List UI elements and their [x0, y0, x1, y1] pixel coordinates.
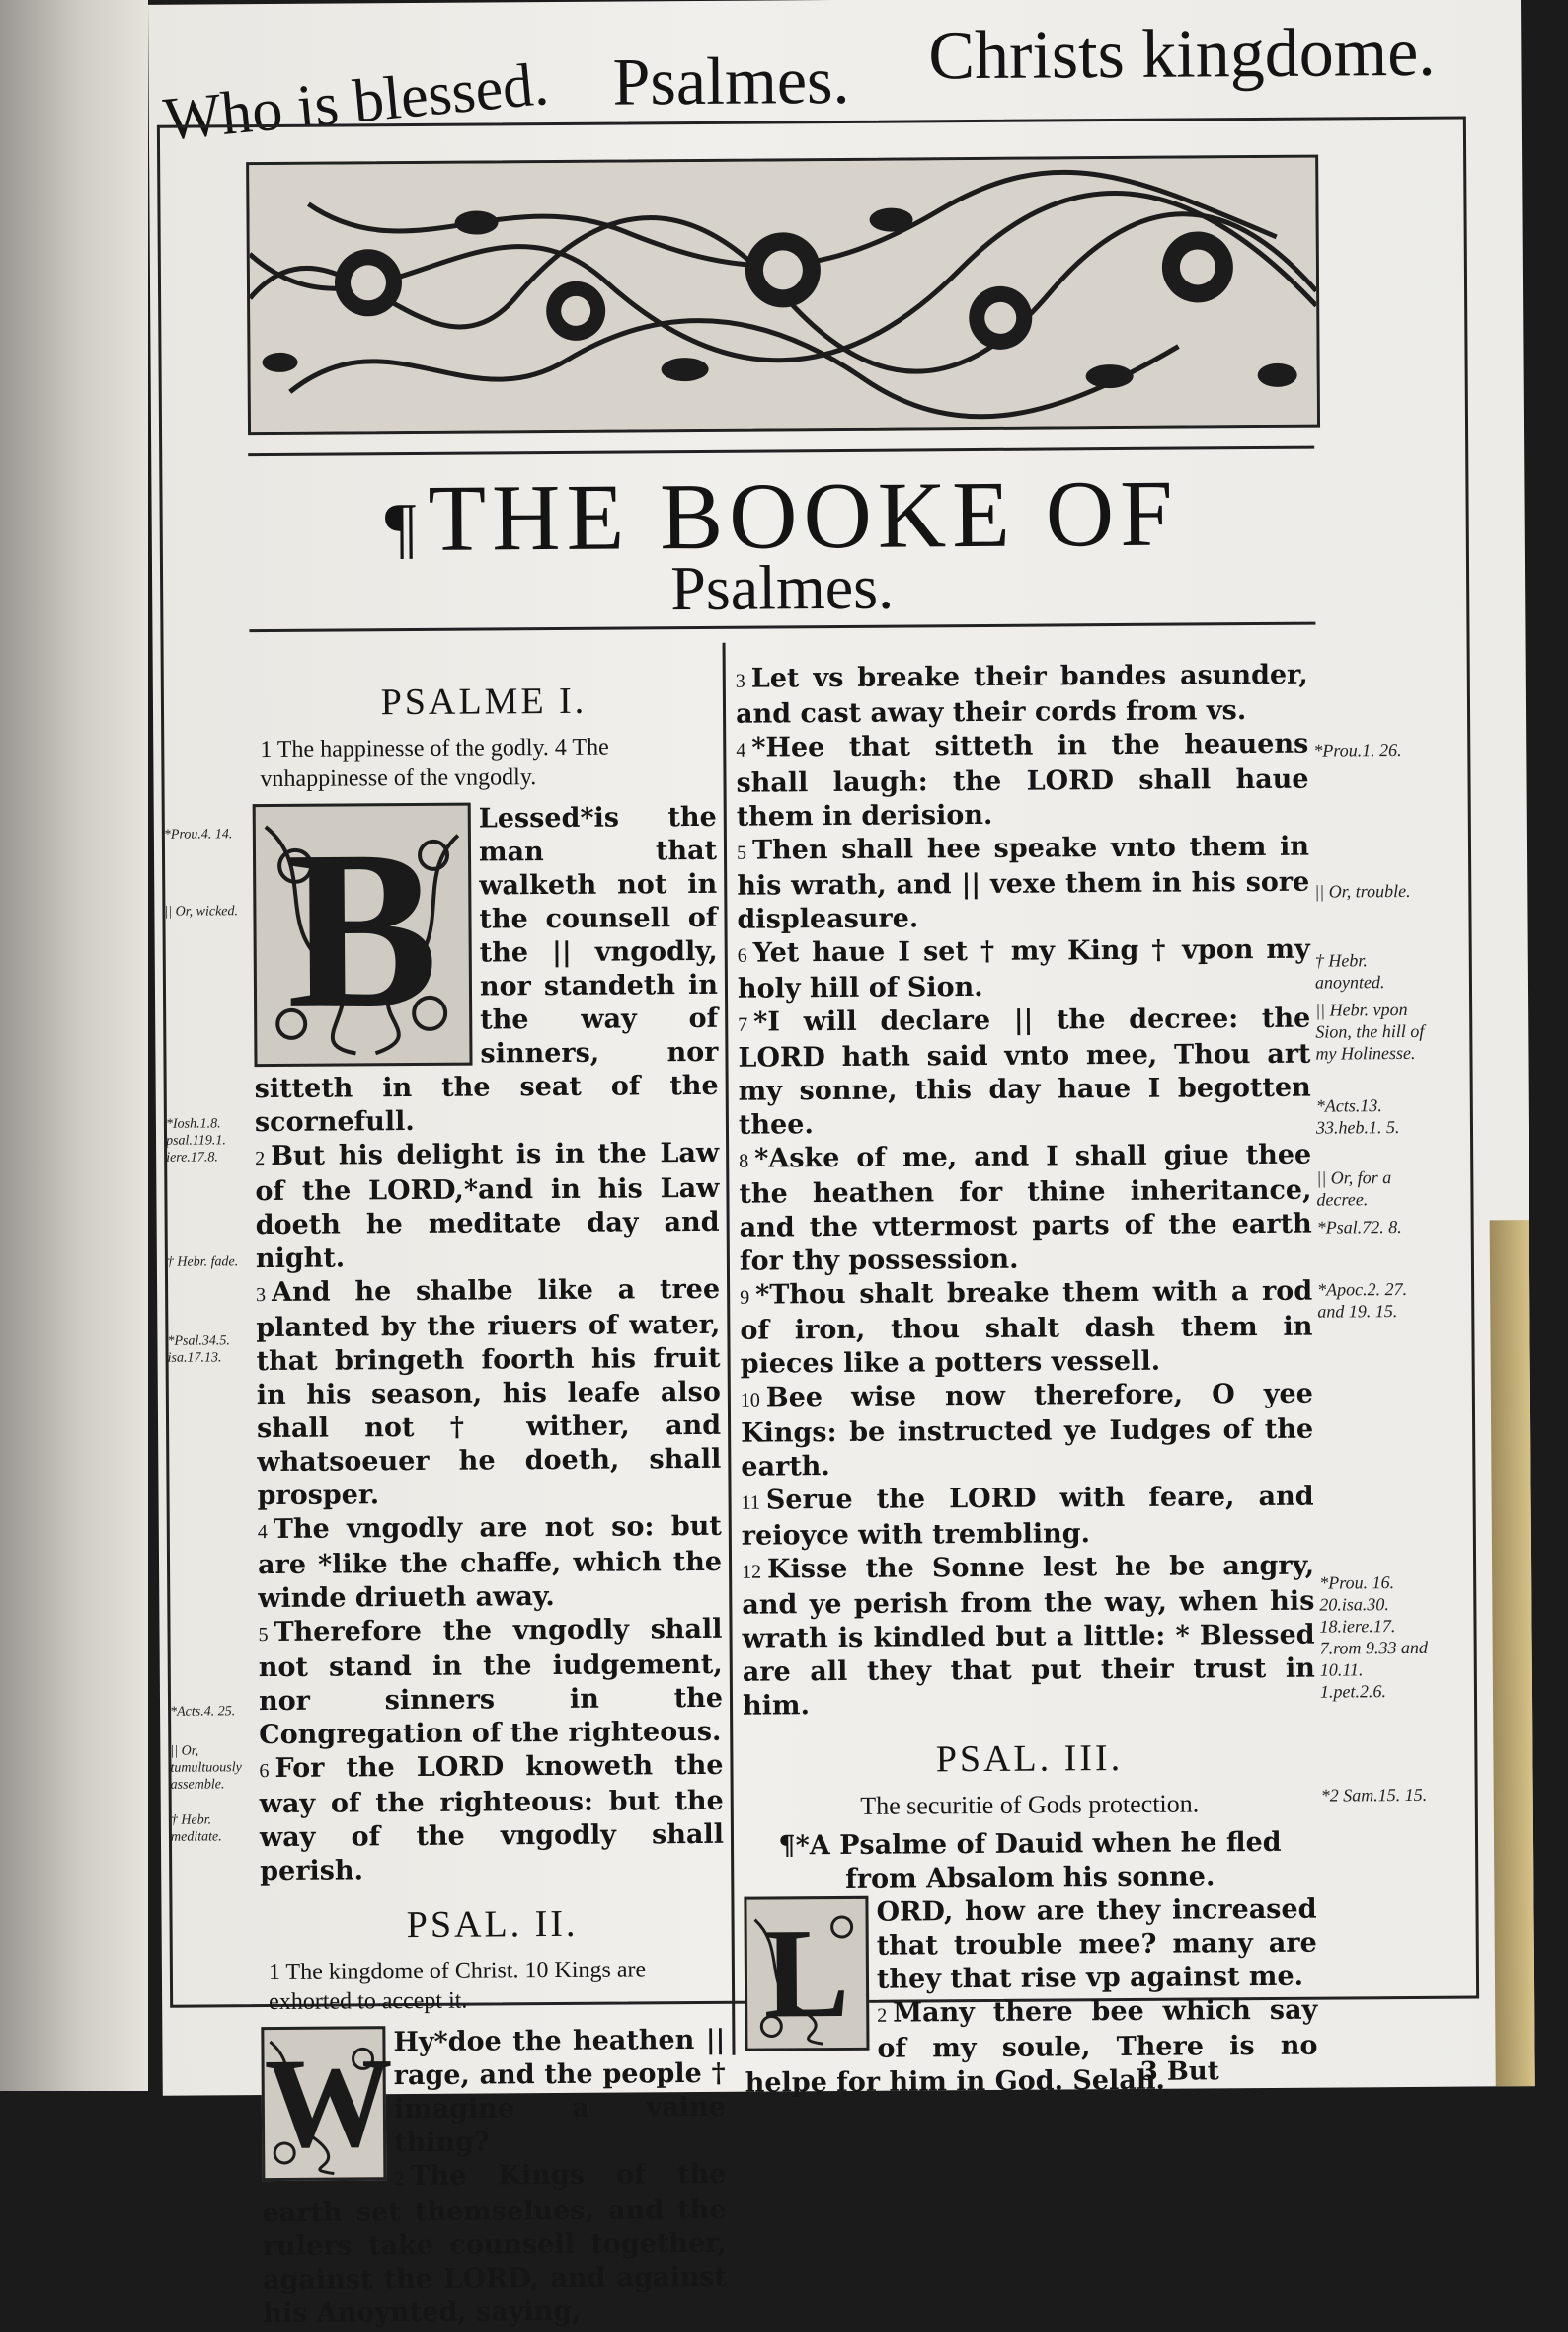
psalm3-dropcap-letter: L: [763, 1901, 850, 2046]
pilcrow-icon: ¶: [384, 489, 423, 567]
catchword: 3 But: [1139, 2056, 1219, 2087]
psalm3-verse-1: ORD, how are they increased that trouble mee? many are they that rise vp against me.: [876, 1893, 1317, 1995]
book-spine-shadow: [0, 0, 148, 2091]
psalm3-superscription: ¶*A Psalme of Dauid when he fled from Absalom his sonne.: [778, 1826, 1282, 1894]
psalm2-verse-3: 3 Let vs breake their bandes asunder, and cast away their cords from vs.: [735, 659, 1308, 730]
margin-note-right-2: || Or, trouble.: [1314, 880, 1411, 902]
psalm2-verse-9: 9 *Thou shalt breake them with a rod of iron, thou shalt dash them in pieces like a potters vessell.: [740, 1275, 1313, 1380]
running-head-right: Christs kingdome.: [928, 14, 1437, 95]
psalm2-verse-4: 4 *Hee that sitteth in the heauens shall laugh: the LORD shall haue them in derision.: [736, 728, 1309, 833]
psalm2-verse-2: 2 The Kings of the earth set themselues, and the rulers take counsell together, against the LORD, and against his Anoynted, saying,: [262, 2158, 728, 2330]
margin-note-right-1: *Prou.1. 26.: [1313, 740, 1402, 761]
psalm2-dropcap-letter: W: [264, 2032, 394, 2176]
page-gilt-edge: [1490, 1220, 1535, 2086]
margin-note-right-6: || Or, for a decree.: [1316, 1167, 1392, 1210]
psalm3-heading: PSAL. III.: [935, 1737, 1124, 1781]
margin-note-left-8: † Hebr. meditate.: [170, 1812, 222, 1845]
psalm3-dropcap-ornament: [744, 1896, 869, 2051]
psalm1-verse-4: 4 The vngodly are not so: but are *like the chaffe, which the winde driueth away.: [257, 1510, 723, 1615]
book-title-block: [248, 446, 1315, 633]
psalm1-dropcap-letter: B: [285, 802, 439, 1056]
psalm2-verse-8: 8 *Aske of me, and I shall giue thee the heathen for thine inheritance, and the vttermost parts of the earth for thy possession.: [739, 1139, 1312, 1277]
psalm2-argument: 1 The kingdome of Christ. 10 Kings are exhorted to accept it.: [268, 1957, 647, 2016]
psalm1-verse-6: 6 For the LORD knoweth the way of the righteous: but the way of the vngodly shall perish.: [259, 1749, 725, 1888]
margin-note-left-2: || Or, wicked.: [164, 904, 239, 920]
margin-note-right-5: *Acts.13. 33.heb.1. 5.: [1315, 1095, 1400, 1138]
psalm1-dropcap-ornament: [253, 803, 473, 1068]
psalm3-argument: The securitie of Gods protection.: [860, 1789, 1200, 1820]
running-head-center: Psalmes.: [612, 41, 850, 120]
psalm1-verse-2: 2 But his delight is in the Law of the LORD,*and in his Law doeth he meditate day and night.: [255, 1137, 720, 1275]
psalm2-verse-6: 6 Yet haue I set † my King † vpon my holy hill of Sion.: [737, 933, 1310, 1005]
psalm2-verse-5: 5 Then shall hee speake vnto them in his wrath, and || vexe them in his sore displeasure.: [736, 831, 1310, 935]
psalm2-verse-10: 10 Bee wise now therefore, O yee Kings: be instructed ye Iudges of the earth.: [740, 1378, 1314, 1483]
margin-note-right-9: *Prou. 16. 20.isa.30. 18.iere.17. 7.rom 9.33 and 10.11. 1.pet.2.6.: [1319, 1572, 1429, 1702]
psalm1-verse-5: 5 Therefore the vngodly shall not stand in the iudgement, nor sinners in the Congregation of the righteous.: [258, 1613, 724, 1751]
right-text-column: [736, 659, 1318, 2101]
margin-note-left-1: *Prou.4. 14.: [163, 827, 233, 843]
margin-note-right-7: *Psal.72. 8.: [1316, 1217, 1402, 1238]
margin-note-left-6: *Acts.4. 25.: [170, 1704, 236, 1720]
book-page: [148, 0, 1535, 2330]
psalm3-verse-2: 2 Many there bee which say of my soule, There is no helpe for him in God. Selah.: [745, 1994, 1318, 2099]
margin-note-right-8: *Apoc.2. 27. and 19. 15.: [1317, 1278, 1408, 1322]
margin-note-left-5: *Psal.34.5. isa.17.13.: [167, 1333, 230, 1366]
margin-note-right-3: † Hebr. anoynted.: [1314, 950, 1385, 993]
psalm2-verse-11: 11 Serue the LORD with feare, and reioyce with trembling.: [741, 1481, 1314, 1552]
psalm1-heading: PSALME I.: [380, 680, 588, 724]
psalm2-dropcap-ornament: [261, 2026, 394, 2181]
left-text-column: [252, 663, 728, 2331]
floral-headpiece-ornament: [246, 155, 1320, 436]
margin-note-right-10: *2 Sam.15. 15.: [1320, 1784, 1428, 1806]
psalm2-verse-7: 7 *I will declare || the decree: the LORD hath said vnto mee, Thou art my sonne, this day haue I begotten thee.: [738, 1003, 1311, 1141]
margin-note-right-4: || Hebr. vpon Sion, the hill of my Holinesse.: [1315, 999, 1425, 1064]
running-head-left: Who is blessed.: [160, 49, 552, 154]
book-subtitle: Psalmes.: [670, 551, 895, 624]
margin-note-left-4: † Hebr. fade.: [166, 1254, 239, 1270]
margin-note-left-7: || Or, tumultuously assemble.: [170, 1743, 242, 1793]
psalm2-heading: PSAL. II.: [406, 1902, 579, 1947]
psalm1-argument: 1 The happinesse of the godly. 4 The vnhappinesse of the vngodly.: [260, 734, 609, 793]
margin-note-left-3: *Iosh.1.8. psal.119.1. iere.17.8.: [165, 1116, 226, 1166]
book-title: THE BOOKE OF: [428, 459, 1179, 571]
psalm2-verse-12: 12 Kisse the Sonne lest he be angry, and ye perish from the way, when his wrath is kindled but a little: * Blessed are all they that put their trust in him.: [742, 1550, 1315, 1722]
psalm1-verse-3: 3 And he shalbe like a tree planted by the riuers of water, that bringeth foorth his fruit in his season, his leafe also shall not † wither, and whatsoeuer he doeth, shall prosper.: [256, 1273, 722, 1512]
psalm2-verse-1: Hy*doe the heathen || rage, and the people † imagine a vaine thing?: [393, 2024, 726, 2159]
psalm1-verse-1: Lessed*is the man that walketh not in the counsell of the || vngodly, nor standeth in the way of sinners, nor sitteth in the seat of the scornefull.: [254, 801, 719, 1139]
